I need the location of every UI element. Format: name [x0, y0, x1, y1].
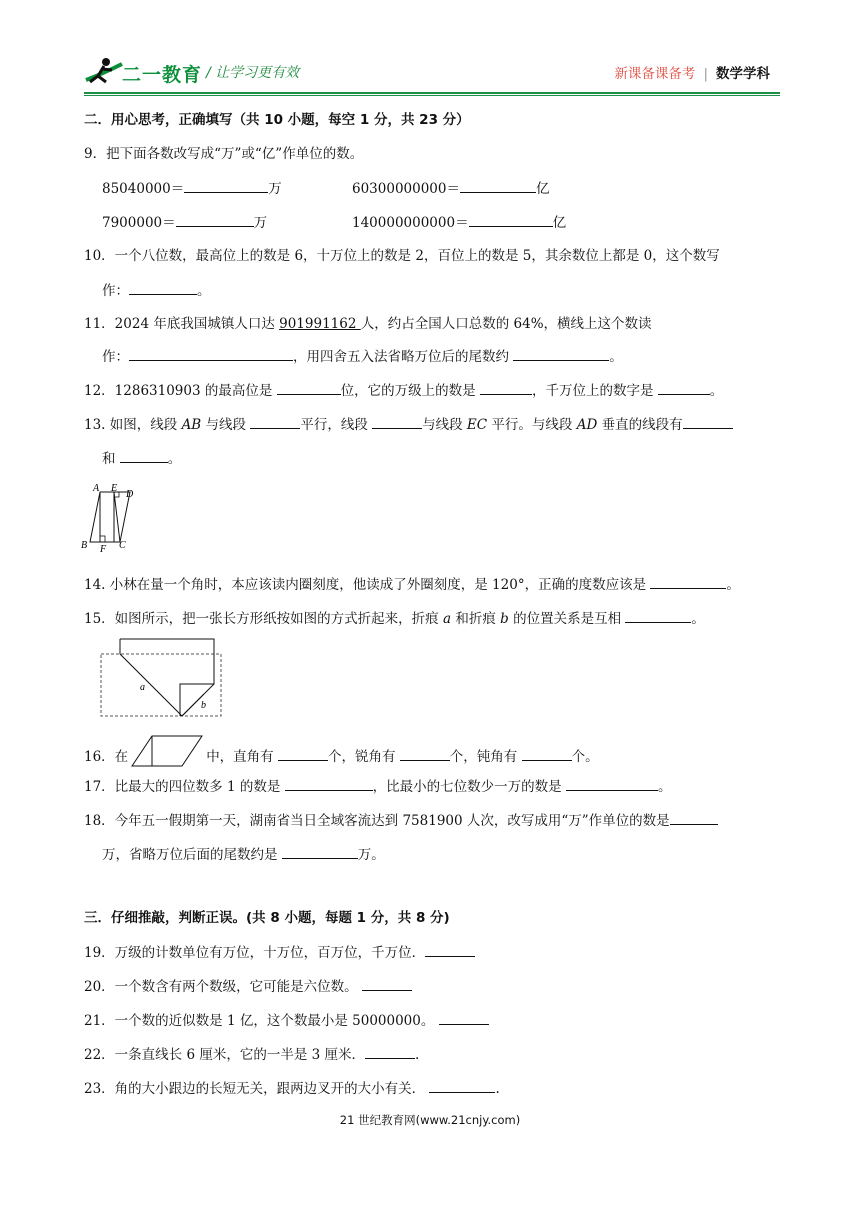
answer-blank[interactable]: [365, 1044, 415, 1059]
q19-text: 19．万级的计数单位有万位，十万位，百万位，千万位．: [84, 945, 426, 961]
q17-c: 。: [657, 779, 672, 795]
q11-l2a: 作：: [102, 349, 129, 365]
q13-ec: EC: [466, 417, 488, 433]
answer-blank[interactable]: [250, 414, 300, 429]
answer-blank[interactable]: [372, 414, 422, 429]
q16-b: 中，直角有: [206, 749, 278, 765]
answer-blank[interactable]: [658, 380, 710, 395]
q23-text: 23．角的大小跟边的长短无关，跟两边叉开的大小有关．: [84, 1081, 430, 1097]
q18-l2b: 万。: [357, 847, 385, 863]
q17-a: 17．比最大的四位数多 1 的数是: [84, 779, 285, 795]
q12-c: ，千万位上的数字是: [531, 383, 658, 399]
q16-d: 个，钝角有: [449, 749, 522, 765]
q22-end: .: [415, 1047, 420, 1063]
q17: [84, 776, 784, 797]
q13-d: 与线段: [422, 417, 467, 433]
page-header: [84, 56, 784, 88]
q15-figure: [100, 638, 224, 720]
q11-l2c: 。: [609, 349, 623, 365]
answer-blank[interactable]: [176, 212, 254, 227]
q9-r1b-unit: 亿: [535, 181, 550, 197]
q10-l2b: 。: [197, 283, 211, 299]
q15-a: 15．如图所示，把一张长方形纸按如图的方式折起来，折痕: [84, 611, 443, 627]
answer-blank[interactable]: [429, 1078, 495, 1093]
q20-text: 20．一个数含有两个数级，它可能是六位数。: [84, 979, 362, 995]
q14-text: 14. 小林在量一个角时，本应该读内圈刻度，他读成了外圈刻度，是 120°，正确的度数应该是: [84, 577, 651, 593]
q12: [84, 380, 784, 401]
answer-blank[interactable]: [278, 746, 328, 761]
answer-blank[interactable]: [513, 346, 609, 361]
q18-l2a: 万，省略万位后面的尾数约是: [102, 847, 282, 863]
q13-l2a: 和: [102, 451, 120, 467]
parallelogram-figure: [130, 734, 204, 768]
q13-b: 与线段: [201, 417, 251, 433]
q11-l2b: ，用四舍五入法省略万位后的尾数约: [293, 349, 514, 365]
q9-r2b-unit: 亿: [552, 215, 567, 231]
label-C: C: [119, 540, 126, 551]
q11-l1b: 人，约占全国人口总数的 64%，横线上这个数读: [360, 316, 652, 332]
q21-text: 21．一个数的近似数是 1 亿，这个数最小是 50000000。: [84, 1013, 439, 1029]
header-separator: |: [703, 66, 708, 82]
answer-blank[interactable]: [522, 746, 572, 761]
q13-line2: [102, 448, 802, 469]
crease-a-label: a: [140, 682, 145, 693]
answer-blank[interactable]: [400, 746, 450, 761]
logo-text: 二一教育: [122, 64, 203, 86]
q9-r2a: 7900000＝: [102, 215, 176, 231]
answer-blank[interactable]: [460, 178, 536, 193]
answer-blank[interactable]: [480, 380, 532, 395]
q15: [84, 608, 784, 629]
label-B: B: [81, 540, 88, 551]
q9-row1b: [352, 178, 860, 199]
q18-line1: [84, 810, 784, 831]
answer-blank[interactable]: [439, 1010, 489, 1025]
q11-line1: [84, 314, 784, 334]
q16-c: 个，锐角有: [327, 749, 400, 765]
answer-blank[interactable]: [120, 448, 168, 463]
label-D: D: [126, 489, 134, 500]
q15-vb: b: [500, 611, 509, 627]
answer-blank[interactable]: [469, 212, 553, 227]
crease-b-label: b: [201, 700, 206, 711]
section-2-title: 二．用心思考，正确填写（共 10 小题，每空 1 分，共 23 分）: [84, 112, 470, 128]
q15-d: 。: [691, 611, 705, 627]
q9-r2a-unit: 万: [253, 215, 268, 231]
answer-blank[interactable]: [566, 776, 658, 791]
answer-blank[interactable]: [683, 414, 733, 429]
q11-line2: [102, 346, 802, 367]
q11-number: 901991162: [279, 316, 361, 332]
q15-b: 和折痕: [451, 611, 501, 627]
q10-l2a: 作：: [102, 283, 129, 299]
q21: [84, 1010, 784, 1031]
q13-a: 13. 如图，线段: [84, 417, 182, 433]
header-subject: 数学学科: [716, 66, 770, 82]
header-tagline: 新课备课备考: [614, 66, 696, 82]
q9-r1b: 60300000000＝: [352, 181, 460, 197]
q9-r2b: 140000000000＝: [352, 215, 469, 231]
answer-blank[interactable]: [285, 776, 373, 791]
q17-b: ，比最小的七位数少一万的数是: [372, 779, 566, 795]
page-footer: 21 世纪教育网(www.21cnjy.com): [339, 1113, 521, 1127]
q13-e: 平行。与线段: [487, 417, 577, 433]
q23-end: .: [495, 1081, 500, 1097]
q16-a: 16．在: [84, 749, 129, 765]
answer-blank[interactable]: [129, 280, 197, 295]
q9-stem: 9．把下面各数改写成“万”或“亿”作单位的数。: [84, 146, 364, 162]
q23: [84, 1078, 784, 1099]
runner-icon: [84, 56, 124, 88]
answer-blank[interactable]: [670, 810, 718, 825]
q10-line1: 10．一个八位数，最高位上的数是 6，十万位上的数是 2，百位上的数是 5，其余数位上都是 0，这个数写: [84, 248, 720, 264]
q22-text: 22．一条直线长 6 厘米，它的一半是 3 厘米．: [84, 1047, 366, 1063]
q13-c: 平行，线段: [300, 417, 373, 433]
answer-blank[interactable]: [625, 608, 691, 623]
section-3-title: 三．仔细推敲，判断正误。(共 8 小题，每题 1 分，共 8 分): [84, 910, 450, 926]
q16: [84, 746, 784, 768]
q12-a: 12．1286310903 的最高位是: [84, 383, 277, 399]
q13-l2b: 。: [167, 451, 182, 467]
answer-blank[interactable]: [184, 178, 268, 193]
q13-line1: [84, 414, 784, 435]
q9-r1a-unit: 万: [268, 181, 282, 197]
answer-blank[interactable]: [362, 976, 412, 991]
header-rule: [84, 92, 780, 94]
label-A: A: [93, 483, 100, 494]
header-right: [614, 62, 770, 82]
label-E: E: [111, 483, 118, 494]
q16-e: 个。: [571, 749, 599, 765]
answer-blank[interactable]: [277, 380, 341, 395]
q13-ab: AB: [181, 417, 202, 433]
answer-blank[interactable]: [425, 942, 475, 957]
label-F: F: [100, 544, 107, 552]
q14-end: 。: [726, 577, 740, 593]
answer-blank[interactable]: [129, 346, 293, 361]
q22: [84, 1044, 784, 1065]
logo: [84, 56, 204, 88]
q18-l1: 18．今年五一假期第一天，湖南省当日全域客流达到 7581900 人次，改写成用“万”作单位的数是: [84, 813, 670, 829]
q15-va: a: [442, 611, 452, 627]
q9-r1a: 85040000＝: [102, 181, 185, 197]
q12-b: 位，它的万级上的数是: [340, 383, 480, 399]
q15-c: 的位置关系是互相: [508, 611, 626, 627]
q19: [84, 942, 784, 963]
q20: [84, 976, 784, 997]
q9-row2b: [352, 212, 860, 233]
q18-line2: [102, 844, 802, 865]
q14: [84, 574, 784, 595]
slogan: / 让学习更有效: [206, 65, 300, 81]
q13-f: 垂直的线段有: [597, 417, 683, 433]
q11-l1a: 11．2024 年底我国城镇人口达: [84, 316, 280, 332]
answer-blank[interactable]: [650, 574, 726, 589]
answer-blank[interactable]: [282, 844, 358, 859]
q13-ad: AD: [576, 417, 598, 433]
header-rule-thin: [84, 95, 780, 96]
q10-line2: [102, 280, 802, 301]
q13-figure: [80, 480, 140, 552]
q12-d: 。: [709, 383, 724, 399]
